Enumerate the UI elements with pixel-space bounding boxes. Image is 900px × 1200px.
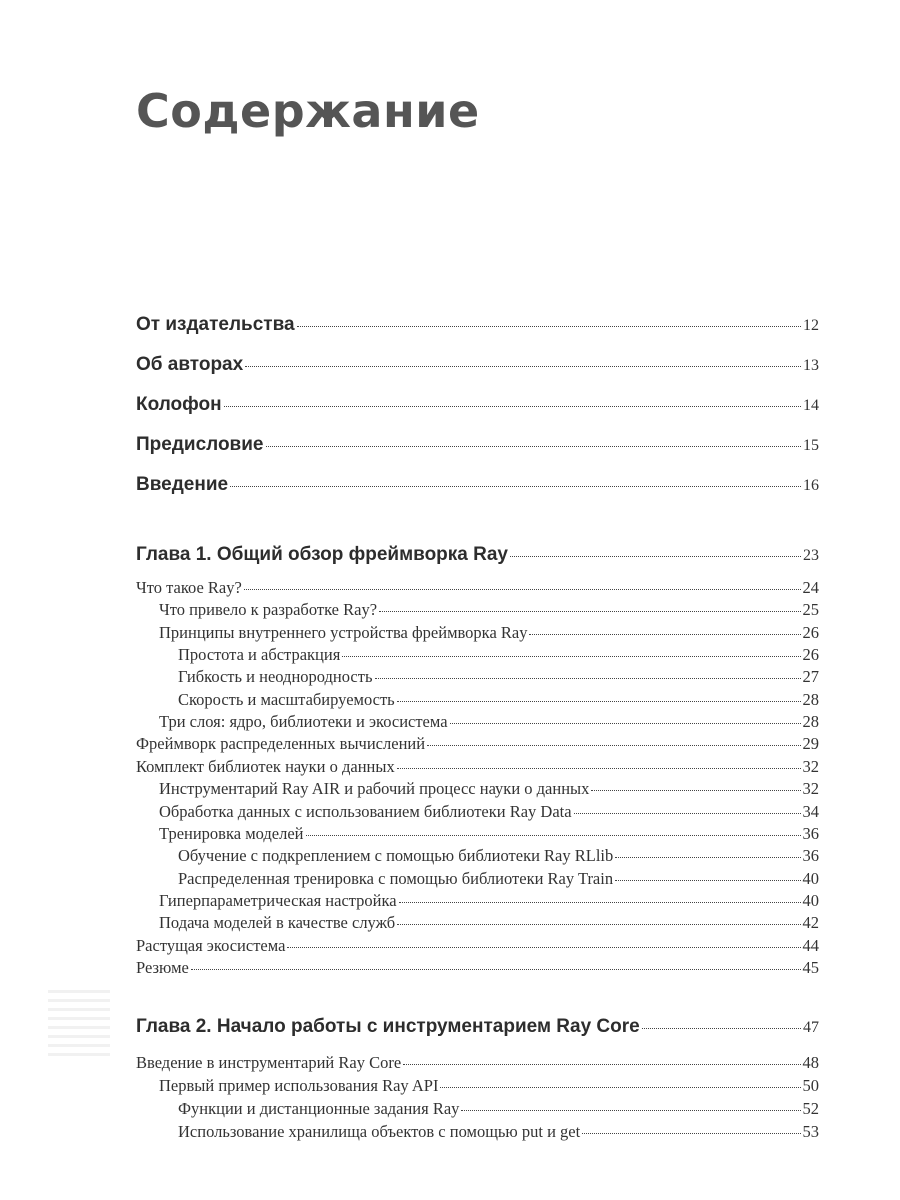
dot-leader <box>379 611 800 612</box>
dot-leader <box>591 790 800 791</box>
toc-page-number: 47 <box>803 1019 819 1036</box>
dot-leader <box>230 486 801 487</box>
toc-section-entry[interactable] <box>136 712 819 732</box>
toc-page-number: 42 <box>802 913 819 933</box>
toc-section-entry[interactable] <box>136 600 819 620</box>
dot-leader <box>287 947 800 948</box>
toc-label: Скорость и масштабируемость <box>178 689 395 709</box>
toc-section-entry[interactable] <box>136 1076 819 1096</box>
toc-page-number: 34 <box>802 801 819 821</box>
toc-section-entry[interactable] <box>136 690 819 710</box>
toc-label: От издательства <box>136 314 295 335</box>
dot-leader <box>574 813 801 814</box>
toc-page-number: 40 <box>802 890 819 910</box>
toc-label: Обучение с подкреплением с помощью библиотеки Ray RLlib <box>178 846 614 866</box>
toc-section-entry[interactable] <box>136 1053 819 1073</box>
toc-page-number: 26 <box>802 622 819 642</box>
toc-section-entry[interactable] <box>136 645 819 665</box>
toc-page-number: 36 <box>802 823 819 843</box>
toc-section-entry[interactable] <box>136 623 819 643</box>
toc-label: Комплект библиотек науки о данных <box>136 756 395 776</box>
dot-leader <box>427 745 800 746</box>
toc-label: Резюме <box>136 957 189 977</box>
toc-chapter-2[interactable] <box>136 1016 819 1038</box>
dot-leader <box>399 902 801 903</box>
chapter-title: Глава 1. Общий обзор фреймворка Ray <box>136 544 508 565</box>
toc-section-entry[interactable] <box>136 936 819 956</box>
dot-leader <box>510 556 801 557</box>
toc-section-entry[interactable] <box>136 891 819 911</box>
toc-section-entry[interactable] <box>136 1122 819 1142</box>
toc-page-number: 12 <box>803 317 819 334</box>
toc-label: Об авторах <box>136 354 244 375</box>
toc-page-number: 40 <box>802 868 819 888</box>
toc-page-number: 44 <box>802 935 819 955</box>
toc-page-number: 15 <box>803 437 819 454</box>
toc-label: Простота и абстракция <box>178 645 341 665</box>
toc-section-entry[interactable] <box>136 824 819 844</box>
toc-section-entry[interactable] <box>136 757 819 777</box>
toc-entry-front[interactable] <box>136 314 819 336</box>
toc-entry-front[interactable] <box>136 394 819 416</box>
toc-page-number: 26 <box>802 645 819 665</box>
toc-page-number: 45 <box>802 957 819 977</box>
toc-page-number: 28 <box>802 689 819 709</box>
toc-section-entry[interactable] <box>136 913 819 933</box>
dot-leader <box>582 1133 800 1134</box>
dot-leader <box>450 723 801 724</box>
toc-label: Введение в инструментарий Ray Core <box>136 1053 402 1072</box>
toc-page-number: 36 <box>802 846 819 866</box>
dot-leader <box>342 656 800 657</box>
dot-leader <box>397 924 800 925</box>
dot-leader <box>266 446 802 447</box>
toc-page-number: 28 <box>802 712 819 732</box>
toc-page-number: 23 <box>803 547 819 564</box>
toc-page-number: 52 <box>802 1099 819 1118</box>
dot-leader <box>375 678 801 679</box>
toc-label: Тренировка моделей <box>159 823 304 843</box>
dot-leader <box>191 969 801 970</box>
toc-section-entry[interactable] <box>136 734 819 754</box>
dot-leader <box>245 366 801 367</box>
toc-label: Что такое Ray? <box>136 578 242 597</box>
toc-page-number: 25 <box>802 600 819 620</box>
toc-label: Предисловие <box>136 434 264 455</box>
toc-page-number: 29 <box>802 734 819 754</box>
toc-section-entry[interactable] <box>136 802 819 822</box>
dot-leader <box>224 406 801 407</box>
toc-label: Первый пример использования Ray API <box>159 1076 439 1095</box>
toc-page-number: 16 <box>803 477 819 494</box>
toc-label: Фреймворк распределенных вычислений <box>136 734 426 754</box>
dot-leader <box>244 589 801 590</box>
toc-label: Инструментарий Ray AIR и рабочий процесс науки о данных <box>159 779 590 799</box>
toc-section-entry[interactable] <box>136 869 819 889</box>
toc-section-entry[interactable] <box>136 1099 819 1119</box>
dot-leader <box>461 1110 800 1111</box>
dot-leader <box>642 1028 801 1029</box>
dot-leader <box>397 701 801 702</box>
toc-page-number: 32 <box>802 756 819 776</box>
dot-leader <box>615 857 800 858</box>
toc-label: Функции и дистанционные задания Ray <box>178 1099 460 1118</box>
toc-page-number: 32 <box>802 779 819 799</box>
toc-section-entry[interactable] <box>136 779 819 799</box>
toc-page-number: 13 <box>803 357 819 374</box>
dot-leader <box>403 1064 800 1065</box>
dot-leader <box>297 326 801 327</box>
toc-label: Колофон <box>136 394 222 415</box>
toc-label: Три слоя: ядро, библиотеки и экосистема <box>159 712 448 732</box>
toc-page-number: 14 <box>803 397 819 414</box>
dot-leader <box>397 768 801 769</box>
dot-leader <box>306 835 801 836</box>
page-title: Содержание <box>136 84 480 138</box>
toc-section-entry[interactable] <box>136 958 819 978</box>
toc-label: Что привело к разработке Ray? <box>159 600 378 620</box>
scan-artifact <box>48 990 110 1060</box>
toc-label: Введение <box>136 474 229 495</box>
dot-leader <box>440 1087 800 1088</box>
toc-label: Подача моделей в качестве служб <box>159 913 396 933</box>
toc-entry-front[interactable] <box>136 354 819 376</box>
toc-chapter-1[interactable] <box>136 544 819 566</box>
chapter-title: Глава 2. Начало работы с инструментарием Ray Core <box>136 1016 640 1037</box>
toc-page-number: 27 <box>802 667 819 687</box>
toc-label: Принципы внутреннего устройства фреймворка Ray <box>159 622 528 642</box>
toc-label: Использование хранилища объектов с помощью put и get <box>178 1122 581 1141</box>
toc-section-entry[interactable] <box>136 667 819 687</box>
toc-section-entry[interactable] <box>136 578 819 598</box>
dot-leader <box>529 634 800 635</box>
toc-entry-front[interactable] <box>136 434 819 456</box>
toc-page-number: 48 <box>802 1053 819 1072</box>
dot-leader <box>615 880 800 881</box>
toc-label: Гибкость и неоднородность <box>178 667 373 687</box>
toc-page-number: 24 <box>802 578 819 597</box>
toc-label: Обработка данных с использованием библиотеки Ray Data <box>159 801 572 821</box>
toc-page-number: 50 <box>802 1076 819 1095</box>
toc-label: Растущая экосистема <box>136 935 286 955</box>
toc-label: Распределенная тренировка с помощью библиотеки Ray Train <box>178 868 614 888</box>
toc-entry-front[interactable] <box>136 474 819 496</box>
toc-label: Гиперпараметрическая настройка <box>159 890 397 910</box>
toc-section-entry[interactable] <box>136 846 819 866</box>
toc-page-number: 53 <box>802 1122 819 1141</box>
